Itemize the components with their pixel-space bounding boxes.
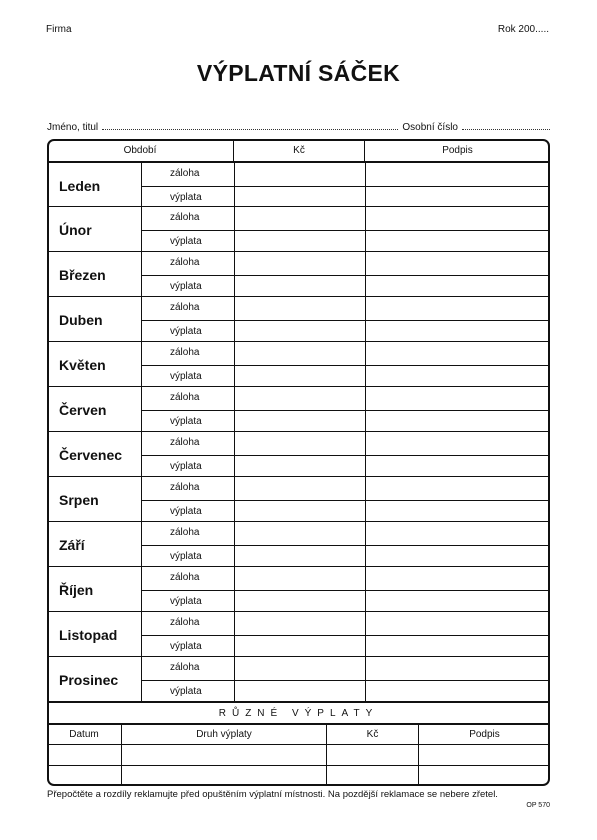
pay-label: výplata: [170, 641, 202, 652]
advance-label: záloha: [170, 572, 200, 583]
other-header-cell: Druh výplaty: [122, 725, 327, 744]
advance-label: záloha: [170, 212, 200, 223]
month-name: Září: [59, 536, 85, 553]
header-obdobi: Období: [47, 139, 234, 161]
month-row: [47, 161, 550, 206]
pay-label: výplata: [170, 236, 202, 247]
advance-label: záloha: [170, 347, 200, 358]
advance-row: [141, 612, 550, 634]
other-header-cell: Podpis: [469, 729, 500, 740]
advance-row: [141, 522, 550, 544]
month-row: [47, 251, 550, 296]
firma-label: Firma: [46, 24, 72, 35]
advance-row: [141, 342, 550, 364]
rok-label: Rok 200.....: [497, 24, 549, 35]
osobni-cislo-label: Osobní číslo: [402, 122, 458, 133]
other-cell[interactable]: [327, 766, 419, 786]
other-cell[interactable]: [47, 745, 122, 765]
pay-label: výplata: [170, 192, 202, 203]
month-name: Únor: [59, 221, 92, 238]
pay-label: výplata: [170, 461, 202, 472]
advance-row: [141, 477, 550, 499]
month-row: [47, 341, 550, 386]
table-header: [47, 139, 550, 161]
advance-label: záloha: [170, 437, 200, 448]
month-name: Březen: [59, 266, 106, 283]
pay-label: výplata: [170, 551, 202, 562]
advance-row: [141, 432, 550, 454]
advance-row: [141, 297, 550, 319]
other-cell[interactable]: [419, 745, 550, 765]
pay-row: [141, 455, 550, 478]
pay-row: [141, 680, 550, 703]
pay-row: [141, 230, 550, 253]
other-cell[interactable]: [122, 745, 327, 765]
month-row: [47, 296, 550, 341]
pay-label: výplata: [170, 506, 202, 517]
pay-label: výplata: [170, 596, 202, 607]
month-name: Srpen: [59, 491, 99, 508]
pay-row: [141, 545, 550, 568]
pay-row: [141, 410, 550, 433]
other-header-cell: Datum: [47, 725, 122, 744]
pay-label: výplata: [170, 371, 202, 382]
month-row: [47, 521, 550, 566]
month-name: Květen: [59, 356, 106, 373]
other-header-cell: Kč: [327, 725, 419, 744]
footer-note: Přepočtěte a rozdíly reklamujte před opuštěním výplatní místnosti. Na pozdější reklamace se nebere zřetel.: [47, 789, 498, 800]
month-row: [47, 476, 550, 521]
advance-row: [141, 163, 550, 185]
other-cell[interactable]: [419, 766, 550, 786]
page-title: VÝPLATNÍ SÁČEK: [196, 60, 401, 86]
jmeno-label: Jméno, titul: [47, 122, 99, 133]
pay-row: [141, 365, 550, 388]
month-row: [47, 206, 550, 251]
advance-label: záloha: [170, 392, 200, 403]
month-row: [47, 431, 550, 476]
pay-row: [141, 500, 550, 523]
other-payments-row: [47, 765, 550, 786]
advance-label: záloha: [170, 617, 200, 628]
other-payments-header: [47, 723, 550, 744]
header-kc: Kč: [234, 139, 365, 161]
header-podpis: Podpis: [442, 144, 473, 156]
month-row: [47, 611, 550, 656]
advance-label: záloha: [170, 168, 200, 179]
month-row: [47, 386, 550, 431]
pay-label: výplata: [170, 326, 202, 337]
month-row: [47, 566, 550, 611]
pay-label: výplata: [170, 281, 202, 292]
osobni-cislo-field[interactable]: [462, 120, 550, 130]
other-cell[interactable]: [122, 766, 327, 786]
pay-row: [141, 320, 550, 343]
pay-row: [141, 635, 550, 658]
month-name: Červen: [59, 401, 107, 418]
advance-label: záloha: [170, 302, 200, 313]
month-row: [47, 656, 550, 701]
month-name: Říjen: [59, 581, 94, 598]
month-name: Listopad: [59, 626, 118, 643]
advance-row: [141, 252, 550, 274]
other-cell[interactable]: [47, 766, 122, 786]
advance-label: záloha: [170, 482, 200, 493]
pay-row: [141, 275, 550, 298]
pay-label: výplata: [170, 686, 202, 697]
jmeno-field[interactable]: [102, 120, 398, 130]
advance-row: [141, 567, 550, 589]
form-code: OP 570: [526, 802, 550, 809]
advance-label: záloha: [170, 257, 200, 268]
month-name: Leden: [59, 177, 101, 194]
name-row: [47, 120, 550, 133]
other-cell[interactable]: [327, 745, 419, 765]
pay-label: výplata: [170, 416, 202, 427]
advance-row: [141, 387, 550, 409]
month-name: Červenec: [59, 446, 123, 463]
advance-label: záloha: [170, 662, 200, 673]
month-name: Duben: [59, 311, 103, 328]
month-name: Prosinec: [59, 671, 119, 688]
other-payments-row: [47, 744, 550, 765]
advance-row: [141, 207, 550, 229]
advance-row: [141, 657, 550, 679]
pay-row: [141, 590, 550, 613]
advance-label: záloha: [170, 527, 200, 538]
other-payments-heading: RŮZNÉ VÝPLATY: [47, 701, 550, 723]
